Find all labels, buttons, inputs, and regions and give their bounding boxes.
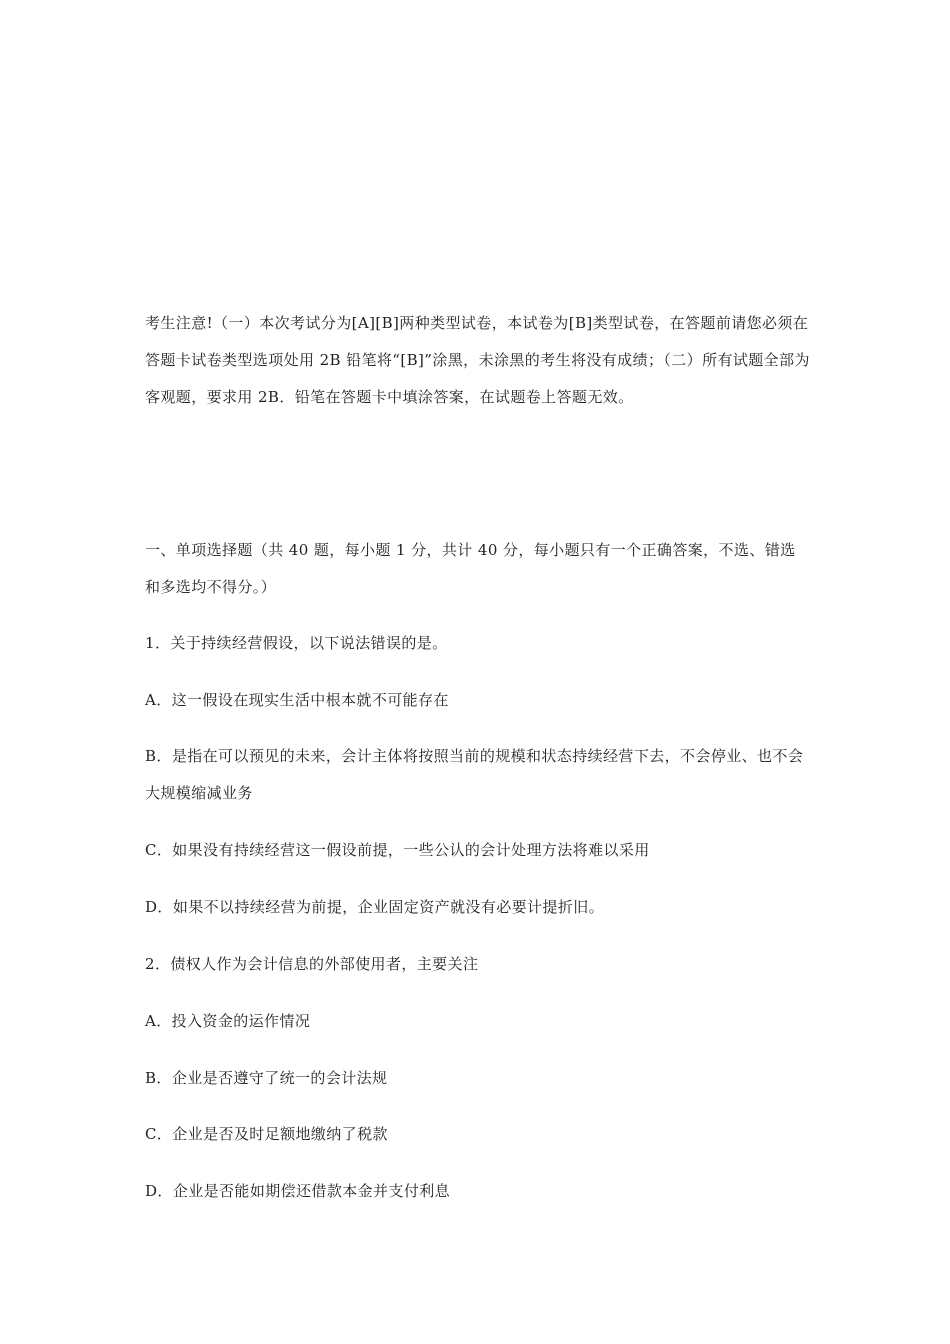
question-1-option-c: C．如果没有持续经营这一假设前提，一些公认的会计处理方法将难以采用 xyxy=(145,841,650,859)
question-2-option-a: A．投入资金的运作情况 xyxy=(145,1012,311,1030)
exam-notice: 考生注意!（一）本次考试分为[A][B]两种类型试卷，本试卷为[B]类型试卷，在答题前请您必须在答题卡试卷类型选项处用 2B 铅笔将“[B]”涂黑，未涂黑的考生将没有成绩；（二）所有试题全部为客观题，要求用 2B．铅笔在答题卡中填涂答案，在试题卷上答题无效。 xyxy=(145,314,810,406)
question-1-option-b: B．是指在可以预见的未来，会计主体将按照当前的规模和状态持续经营下去，不会停业、也不会大规模缩减业务 xyxy=(145,747,804,802)
section-heading: 一、单项选择题（共 40 题，每小题 1 分，共计 40 分，每小题只有一个正确答案，不选、错选和多选均不得分。） xyxy=(145,541,796,596)
question-2-stem: 2．债权人作为会计信息的外部使用者，主要关注 xyxy=(145,955,479,973)
question-1-option-a: A．这一假设在现实生活中根本就不可能存在 xyxy=(145,691,449,709)
question-1-stem: 1．关于持续经营假设，以下说法错误的是。 xyxy=(145,634,448,652)
question-1-option-d: D．如果不以持续经营为前提，企业固定资产就没有必要计提折旧。 xyxy=(145,898,605,916)
question-2-option-c: C．企业是否及时足额地缴纳了税款 xyxy=(145,1125,388,1143)
question-2-option-b: B．企业是否遵守了统一的会计法规 xyxy=(145,1069,388,1087)
question-2-option-d: D．企业是否能如期偿还借款本金并支付利息 xyxy=(145,1182,451,1200)
